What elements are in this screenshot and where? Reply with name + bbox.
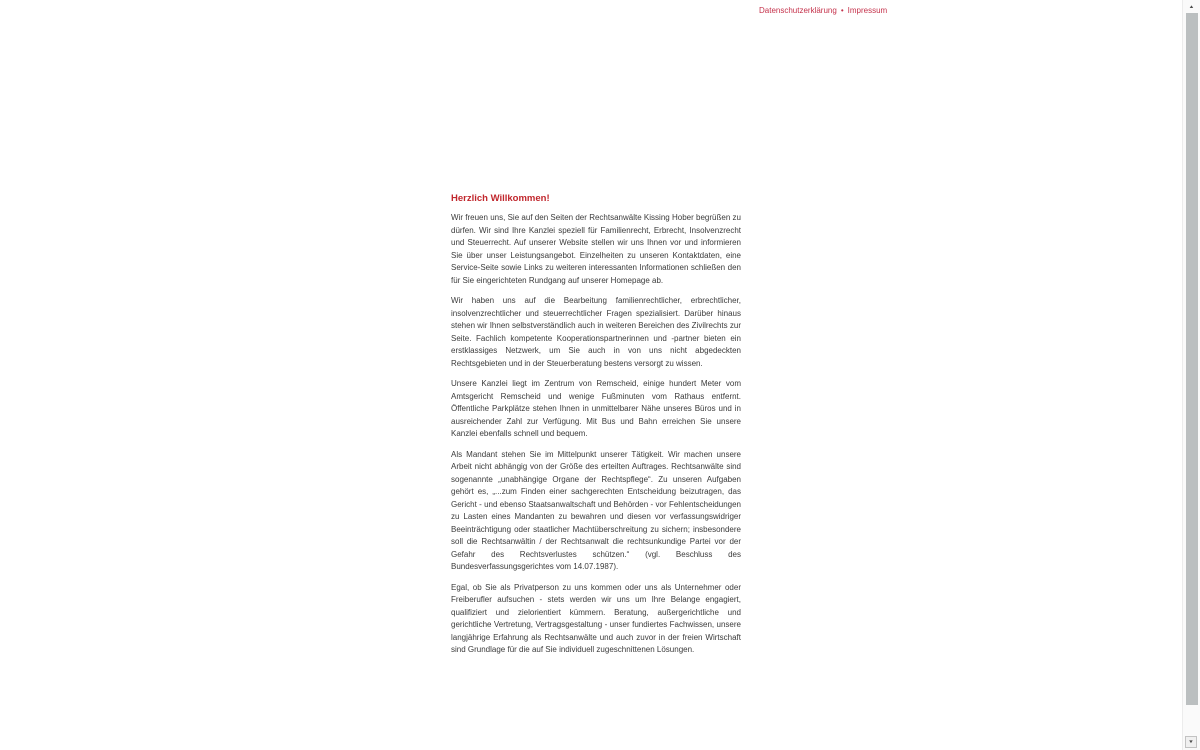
page-title: Herzlich Willkommen! <box>451 193 550 204</box>
scrollbar-thumb[interactable] <box>1186 13 1198 705</box>
scroll-up-button[interactable] <box>1183 0 1200 13</box>
link-impressum[interactable]: Impressum <box>847 6 888 15</box>
link-datenschutzerklaerung[interactable]: Datenschutzerklärung <box>759 6 837 15</box>
top-nav <box>759 5 887 17</box>
welcome-content <box>451 192 741 665</box>
scroll-down-icon: ▼ <box>1188 739 1194 745</box>
paragraph-intro: Wir freuen uns, Sie auf den Seiten der Rechtsanwälte Kissing Hober begrüßen zu dürfen. Wir sind Ihre Kanzlei speziell für Familienrecht, Erbrecht, Insolvenzrecht und Steuerrecht. Auf unserer Website stellen wir uns Ihnen vor und informieren Sie über unser Leistungsangebot. Einzelheiten zu unseren Kontaktdaten, eine Service-Seite sowie Links zu weiteren interessanten Informationen schließen den für Sie eingerichteten Rundgang auf unserer Homepage ab. <box>451 213 741 285</box>
nav-separator: • <box>840 6 844 15</box>
paragraph-mandant: Als Mandant stehen Sie im Mittelpunkt unserer Tätigkeit. Wir machen unsere Arbeit nicht abhängig von der Größe des erteilten Auftrages. Rechtsanwälte sind sogenannte „unabhängige Organe der Rechtspflege“. Zu unseren Aufgaben gehört es, „...zum Finden einer sachgerechten Entscheidung beizutragen, das Gericht - und ebenso Staatsanwaltschaft und Behörden - vor Fehlentscheidungen zu Lasten eines Mandanten zu bewahren und diesen vor verfassungswidriger Beeinträchtigung oder staatlicher Machtüberschreitung zu sichern; insbesondere soll die Rechtsanwältin / der Rechtsanwalt die rechtsunkundige Partei vor der Gefahr des Rechtsverlustes schützen.“ (vgl. Beschluss des Bundesverfassungsgerichtes vom 14.07.1987). <box>451 449 741 571</box>
paragraph-closing: Egal, ob Sie als Privatperson zu uns kommen oder uns als Unternehmer oder Freiberufler aufsuchen - stets werden wir uns um Ihre Belange engagiert, qualifiziert und zielorientiert kümmern. Beratung, außergerichtliche und gerichtliche Vertretung, Vertragsgestaltung - unser fundiertes Fachwissen, unsere langjährige Erfahrung als Rechtsanwälte und auch zuvor in der freien Wirtschaft sind Grundlage für die auf Sie individuell zugeschnittenen Lösungen. <box>451 582 741 654</box>
vertical-scrollbar[interactable] <box>1182 0 1200 750</box>
paragraph-location: Unsere Kanzlei liegt im Zentrum von Remscheid, einige hundert Meter vom Amtsgericht Remscheid und wenige Fußminuten vom Rathaus entfernt. Öffentliche Parkplätze stehen Ihnen in unmittelbarer Nähe unseres Büros und in ausreichender Zahl zur Verfügung. Mit Bus und Bahn erreichen Sie unsere Kanzlei ebenfalls schnell und bequem. <box>451 379 741 438</box>
scroll-up-icon: ▲ <box>1188 4 1195 9</box>
paragraph-specialization: Wir haben uns auf die Bearbeitung familienrechtlicher, erbrechtlicher, insolvenzrechtlicher und steuerrechtlicher Fragen spezialisiert. Darüber hinaus stehen wir Ihnen selbstverständlich auch in weiteren Bereichen des Zivilrechts zur Seite. Fachlich kompetente Kooperationspartnerinnen und -partner bieten ein erstklassiges Netzwerk, um Sie auch in von uns nicht abgedeckten Rechtsgebieten und in der Steuerberatung bestens versorgt zu wissen. <box>451 296 741 368</box>
scroll-down-button[interactable] <box>1185 736 1197 748</box>
